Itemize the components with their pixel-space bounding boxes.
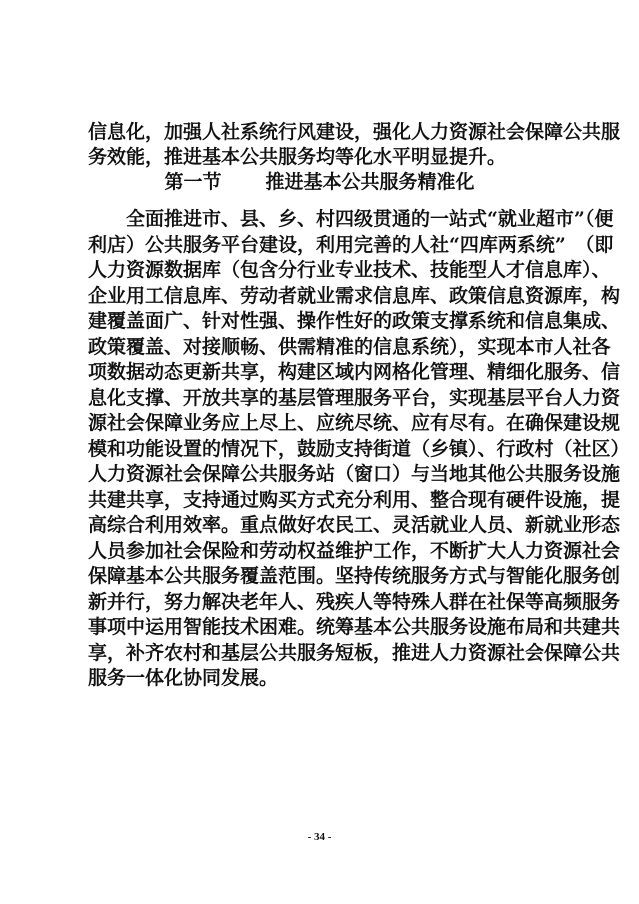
body-line: 企业用工信息库、劳动者就业需求信息库、政策信息资源库，构	[88, 285, 621, 307]
body-line: 项数据动态更新共享，构建区域内网格化管理、精细化服务、信	[88, 361, 621, 383]
body-line: 源社会保障业务应上尽上、应统尽统、应有尽有。在确保建设规	[88, 412, 621, 434]
section-number: 第一节	[164, 171, 222, 193]
body-line: 模和功能设置的情况下，鼓励支持街道（乡镇）、行政村（社区）	[88, 438, 630, 460]
body-line: 息化支撑、开放共享的基层管理服务平台，实现基层平台人力资	[88, 387, 621, 409]
body-line: 事项中运用智能技术困难。统筹基本公共服务设施布局和共建共	[88, 616, 621, 638]
body-line: 政策覆盖、对接顺畅、供需精准的信息系统），实现本市人社各	[88, 336, 611, 358]
body-line: 保障基本公共服务覆盖范围。坚持传统服务方式与智能化服务创	[88, 565, 621, 587]
body-line: 建覆盖面广、针对性强、操作性好的政策支撑系统和信息集成、	[88, 310, 621, 332]
body-line: 人力资源数据库（包含分行业专业技术、技能型人才信息库）、	[88, 259, 611, 281]
page-number: - 34 -	[307, 831, 332, 843]
body-line: 高综合利用效率。重点做好农民工、灵活就业人员、新就业形态	[88, 514, 621, 536]
section-heading	[0, 171, 639, 193]
body-line: 全面推进市、县、乡、村四级贯通的一站式“就业超市”（便	[88, 208, 614, 230]
body-line: 人力资源社会保障公共服务站（窗口）与当地其他公共服务设施	[88, 463, 621, 485]
section-title: 推进基本公共服务精准化	[265, 171, 475, 193]
body-line: 服务一体化协同发展。	[88, 667, 279, 689]
intro-line: 务效能，推进基本公共服务均等化水平明显提升。	[88, 146, 507, 168]
body-line: 享，补齐农村和基层公共服务短板，推进人力资源社会保障公共	[88, 642, 621, 664]
body-line: 共建共享，支持通过购买方式充分利用、整合现有硬件设施，提	[88, 489, 621, 511]
body-line: 人员参加社会保险和劳动权益维护工作，不断扩大人力资源社会	[88, 540, 621, 562]
intro-line: 信息化，加强人社系统行风建设，强化人力资源社会保障公共服	[88, 121, 621, 143]
body-line: 新并行，努力解决老年人、残疾人等特殊人群在社保等高频服务	[88, 591, 621, 613]
body-line: 利店）公共服务平台建设，利用完善的人社“四库两系统” （即	[88, 234, 614, 256]
